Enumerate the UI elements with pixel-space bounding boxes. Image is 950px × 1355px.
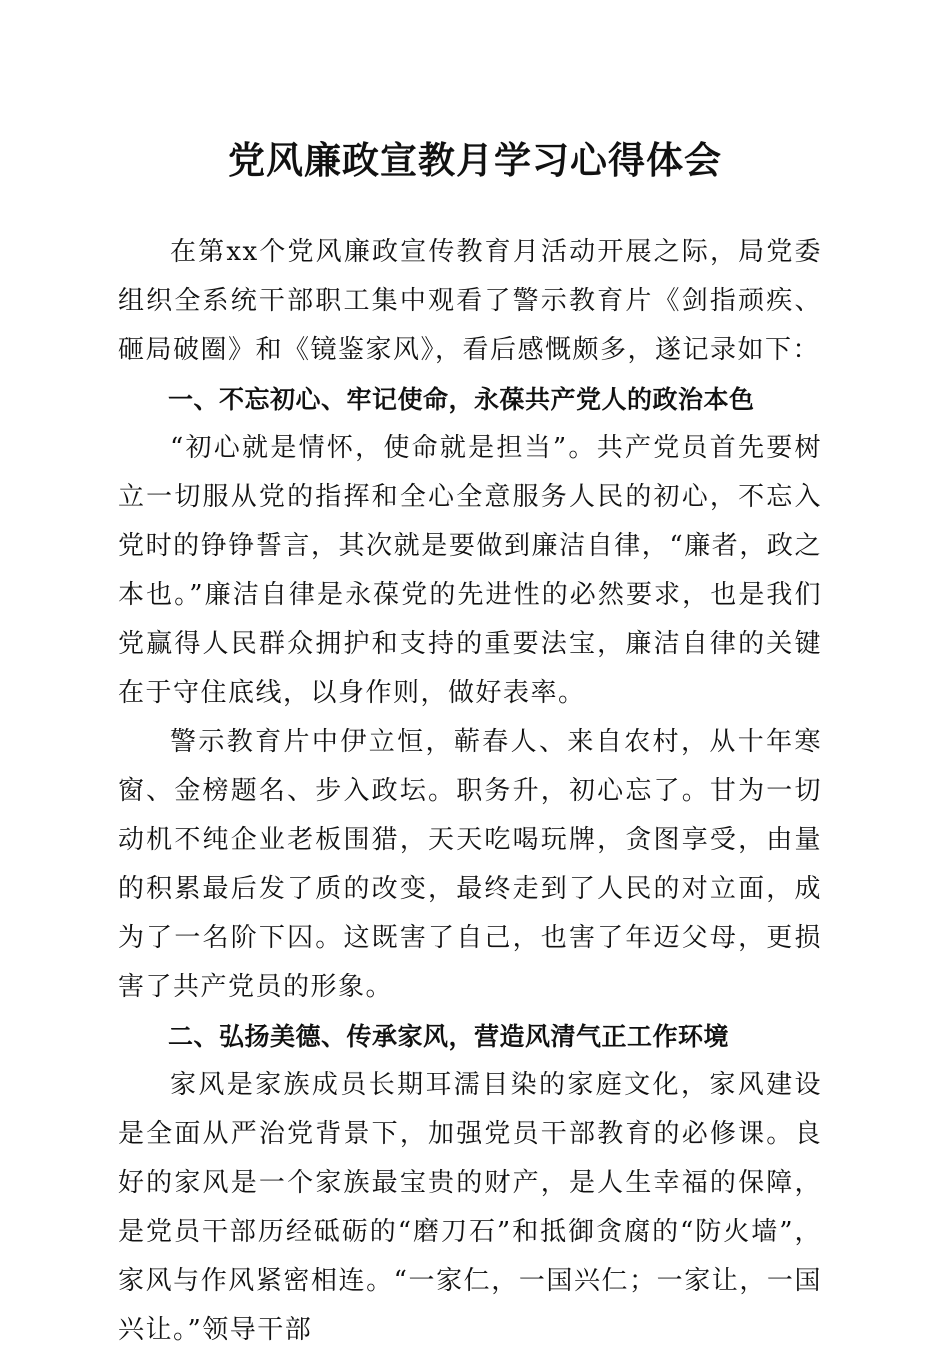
document-body <box>118 228 822 1355</box>
section-2-paragraph-1: 家风是家族成员长期耳濡目染的家庭文化，家风建设是全面从严治党背景下，加强党员干部教育的必修课。良好的家风是一个家族最宝贵的财产，是人生幸福的保障，是党员干部历经砥砺的“磨刀石”和抵御贪腐的“防火墙”，家风与作风紧密相连。“一家仁，一国兴仁；一家让，一国兴让。”领导干部 <box>118 1070 822 1345</box>
section-1-paragraph-2: 警示教育片中伊立恒，蕲春人、来自农村，从十年寒窗、金榜题名、步入政坛。职务升，初心忘了。甘为一切动机不纯企业老板围猎，天天吃喝玩牌，贪图享受，由量的积累最后发了质的改变，最终走到了人民的对立面，成为了一名阶下囚。这既害了自己，也害了年迈父母，更损害了共产党员的形象。 <box>118 727 822 1002</box>
section-heading-1: 一、不忘初心、牢记使命，永葆共产党人的政治本色 <box>168 385 755 414</box>
section-heading-2: 二、弘扬美德、传承家风，营造风清气正工作环境 <box>168 1022 730 1051</box>
intro-paragraph: 在第xx个党风廉政宣传教育月活动开展之际，局党委组织全系统干部职工集中观看了警示教育片《剑指顽疾、砸局破圈》和《镜鉴家风》，看后感慨颇多，遂记录如下： <box>118 237 822 365</box>
document-title: 党风廉政宣教月学习心得体会 <box>228 138 722 182</box>
section-1-paragraph-1: “初心就是情怀，使命就是担当”。共产党员首先要树立一切服从党的指挥和全心全意服务人民的初心，不忘入党时的铮铮誓言，其次就是要做到廉洁自律，“廉者，政之本也。”廉洁自律是永葆党的先进性的必然要求，也是我们党赢得人民群众拥护和支持的重要法宝，廉洁自律的关键在于守住底线，以身作则，做好表率。 <box>118 433 822 708</box>
